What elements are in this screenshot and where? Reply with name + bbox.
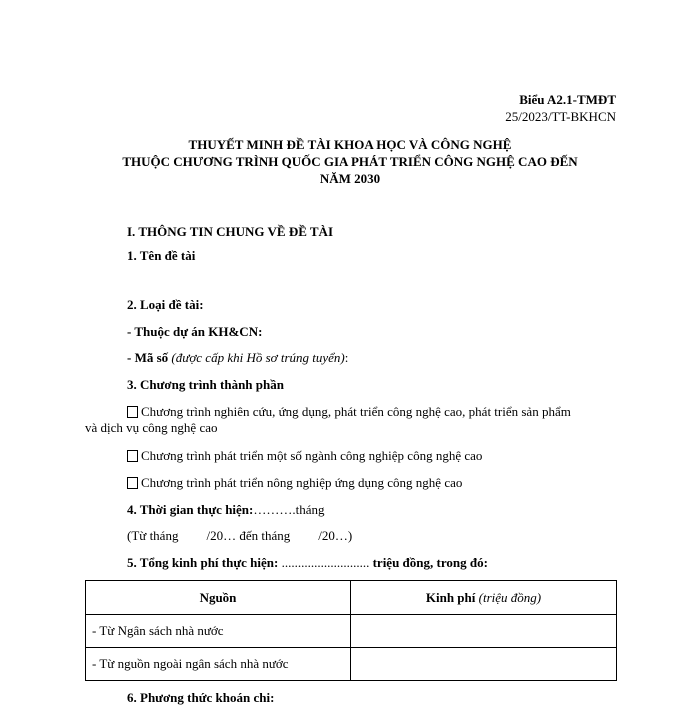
duration-value: ……….tháng: [253, 502, 325, 517]
section-heading: I. THÔNG TIN CHUNG VỀ ĐỀ TÀI: [127, 224, 334, 239]
code-note: (được cấp khi Hồ sơ trúng tuyển): [171, 350, 345, 365]
duration-period: [127, 528, 352, 544]
code-label: - Mã số: [127, 350, 169, 365]
header-amount: [351, 581, 617, 615]
table-header-row: [86, 581, 617, 615]
budget-table: [85, 580, 617, 681]
budget-dots: ...........................: [281, 555, 370, 570]
item-4-duration: [127, 502, 325, 518]
option-2: [127, 448, 482, 464]
checkbox-icon[interactable]: [127, 406, 138, 418]
duration-label: 4. Thời gian thực hiện:: [127, 502, 254, 517]
code-colon: :: [344, 350, 349, 365]
checkbox-icon[interactable]: [127, 477, 138, 489]
option-1-cont: và dịch vụ công nghệ cao: [85, 420, 218, 435]
option-3-label: Chương trình phát triển nông nghiệp ứng dụng công nghệ cao: [141, 475, 463, 490]
period-from: (Từ tháng: [127, 528, 179, 543]
title-line-3: NĂM 2030: [319, 171, 381, 186]
row-amount-cell[interactable]: [351, 648, 617, 681]
option-1-label: Chương trình nghiên cứu, ứng dụng, phát triển công nghệ cao, phát triển sản phẩm: [141, 404, 571, 419]
budget-suffix: triệu đồng, trong đó:: [372, 555, 488, 570]
code-line: [127, 350, 348, 366]
title-line-2: THUỘC CHƯƠNG TRÌNH QUỐC GIA PHÁT TRIỂN CÔNG NGHỆ CAO ĐẾN: [122, 154, 578, 169]
item-5-budget: [127, 555, 488, 571]
option-3: [127, 475, 462, 491]
budget-label: 5. Tổng kinh phí thực hiện:: [127, 555, 279, 570]
header-amount-unit: (triệu đồng): [478, 589, 542, 605]
title-line-1: THUYẾT MINH ĐỀ TÀI KHOA HỌC VÀ CÔNG NGHỆ: [188, 137, 512, 152]
item-2-type: 2. Loại đề tài:: [127, 297, 204, 312]
table-row: [86, 648, 617, 681]
table-row: [86, 615, 617, 648]
row-source: - Từ Ngân sách nhà nước: [86, 615, 351, 648]
circular-number: 25/2023/TT-BKHCN: [505, 109, 616, 124]
form-code: Biểu A2.1-TMĐT: [519, 92, 616, 107]
item-3-program: 3. Chương trình thành phần: [127, 377, 284, 392]
checkbox-icon[interactable]: [127, 450, 138, 462]
period-end: /20…): [318, 528, 353, 543]
header-amount-label: Kinh phí: [425, 589, 476, 605]
item-6-method: 6. Phương thức khoán chi:: [127, 690, 275, 705]
option-2-label: Chương trình phát triển một số ngành công nghiệp công nghệ cao: [141, 448, 483, 463]
row-amount-cell[interactable]: [351, 615, 617, 648]
header-source: Nguồn: [86, 581, 351, 615]
item-1-title: 1. Tên đề tài: [127, 248, 196, 263]
period-mid: /20… đến tháng: [206, 528, 291, 543]
row-source: - Từ nguồn ngoài ngân sách nhà nước: [86, 648, 351, 681]
option-1: [127, 404, 571, 420]
project-label: - Thuộc dự án KH&CN:: [127, 324, 263, 339]
